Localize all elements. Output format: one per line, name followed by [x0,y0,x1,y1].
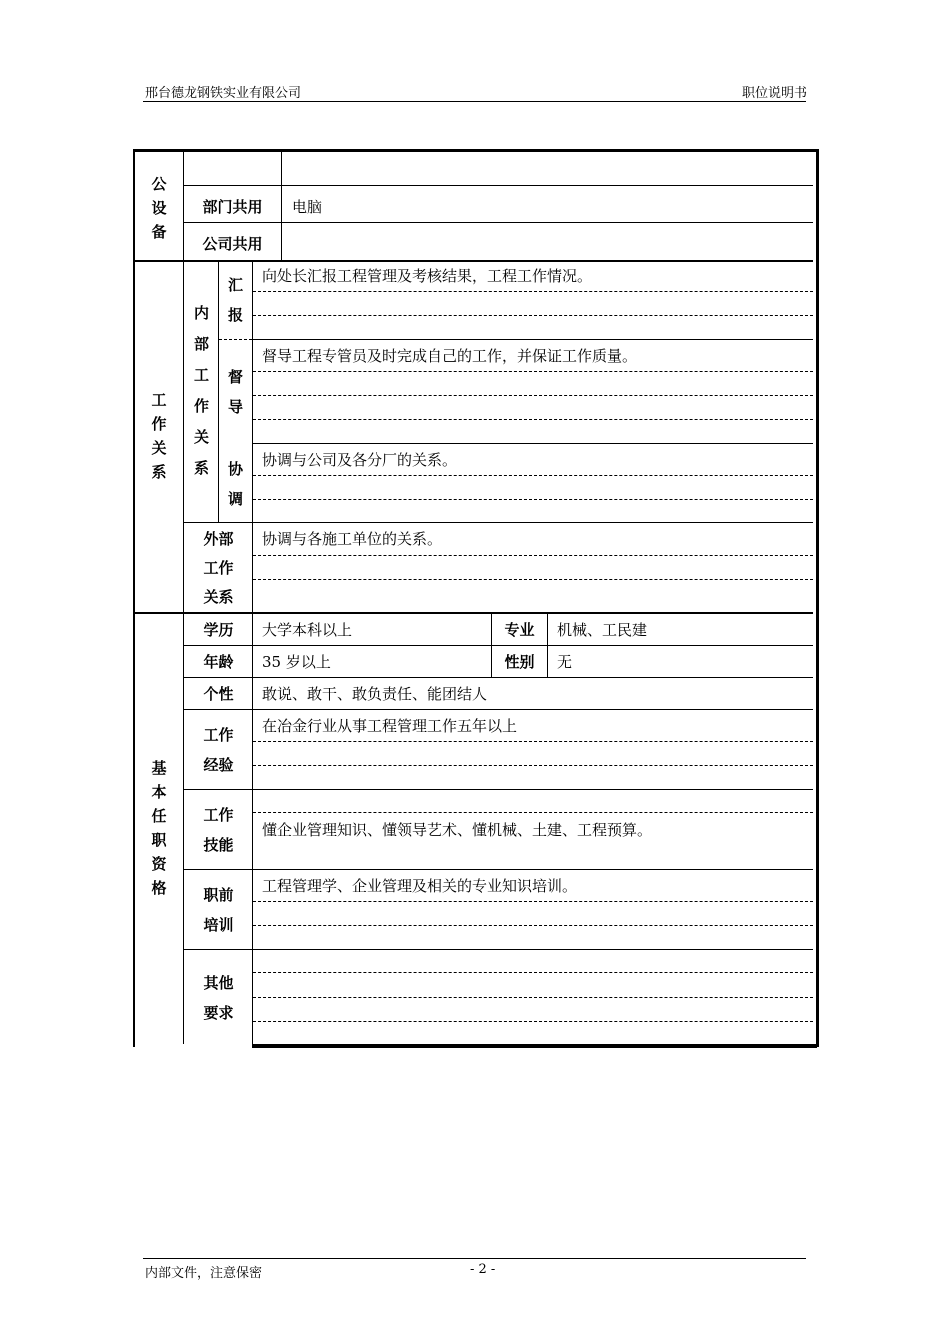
page-number: - 2 - [470,1262,496,1277]
skills-value: 懂企业管理知识、懂领导艺术、懂机械、土建、工程预算。 [262,821,653,839]
training-label: 职前 培训 [203,886,234,934]
dept-shared-label: 部门共用 [202,198,263,216]
supervise-text: 督导工程专管员及时完成自己的工作，并保证工作质量。 [262,347,638,365]
major-label: 专业 [504,621,535,639]
section-rule [133,612,813,614]
equipment-section-label: 公 设 备 [151,175,167,241]
row-rule [252,339,813,340]
table-bottom-border [252,1044,817,1048]
dept-shared-value: 电脑 [292,198,323,216]
fill-line [253,812,813,813]
fill-line [253,901,813,902]
fill-line [253,741,813,742]
fill-line [253,395,813,396]
experience-value: 在冶金行业从事工程管理工作五年以上 [262,717,518,735]
row-rule [183,709,813,710]
age-value: 35 岁以上 [262,653,331,671]
row-rule [183,869,813,870]
coordinate-label: 协 调 [227,460,243,508]
fill-line [253,419,813,420]
header-rule [143,101,806,102]
work-relations-section-label: 工 作 关 系 [151,391,167,481]
skills-label: 工作 技能 [203,806,234,854]
row-rule [183,789,813,790]
row-rule [183,522,813,523]
fill-line [253,291,813,292]
fill-line [253,925,813,926]
col-divider-content [252,261,253,1046]
coordinate-text: 协调与公司及各分厂的关系。 [262,451,458,469]
report-text: 向处长汇报工程管理及考核结果，工程工作情况。 [262,267,593,285]
col-divider-equip [281,151,282,261]
experience-label: 工作 经验 [203,726,234,774]
personality-value: 敢说、敢干、敢负责任、能团结人 [262,685,488,703]
row-rule [252,443,813,444]
confidential-notice: 内部文件，注意保密 [145,1266,263,1281]
education-value: 大学本科以上 [262,621,353,639]
gender-value: 无 [557,653,573,671]
row-rule [183,645,813,646]
label-separator [219,339,252,340]
gender-label: 性别 [504,653,535,671]
personality-label: 个性 [203,685,234,703]
age-label: 年龄 [203,653,234,671]
major-value: 机械、工民建 [557,621,648,639]
row-rule [183,222,813,223]
training-value: 工程管理学、企业管理及相关的专业知识培训。 [262,877,578,895]
fill-line [253,972,813,973]
document-type: 职位说明书 [741,86,807,101]
fill-line [253,1021,813,1022]
supervise-label: 督 导 [227,368,243,416]
footer-rule [143,1258,806,1259]
company-shared-label: 公司共用 [202,235,263,253]
fill-line [253,499,813,500]
row-rule [183,677,813,678]
other-requirements-label: 其他 要求 [203,974,234,1022]
fill-line [253,475,813,476]
fill-line [253,315,813,316]
fill-line [253,555,813,556]
company-name: 邢台德龙钢铁实业有限公司 [145,86,302,101]
qualifications-section-label: 基 本 任 职 资 格 [151,759,167,897]
col-divider-1 [183,151,184,1044]
fill-line [253,371,813,372]
education-label: 学历 [203,621,234,639]
row-rule [183,185,813,186]
section-rule [133,260,813,262]
internal-relations-label: 内 部 工 作 关 系 [193,304,209,477]
fill-line [253,765,813,766]
fill-line [253,997,813,998]
report-label: 汇 报 [227,276,243,324]
external-relations-text: 协调与各施工单位的关系。 [262,530,443,548]
fill-line [253,579,813,580]
external-relations-label: 外部 工作 关系 [203,530,234,606]
row-rule [183,949,813,950]
